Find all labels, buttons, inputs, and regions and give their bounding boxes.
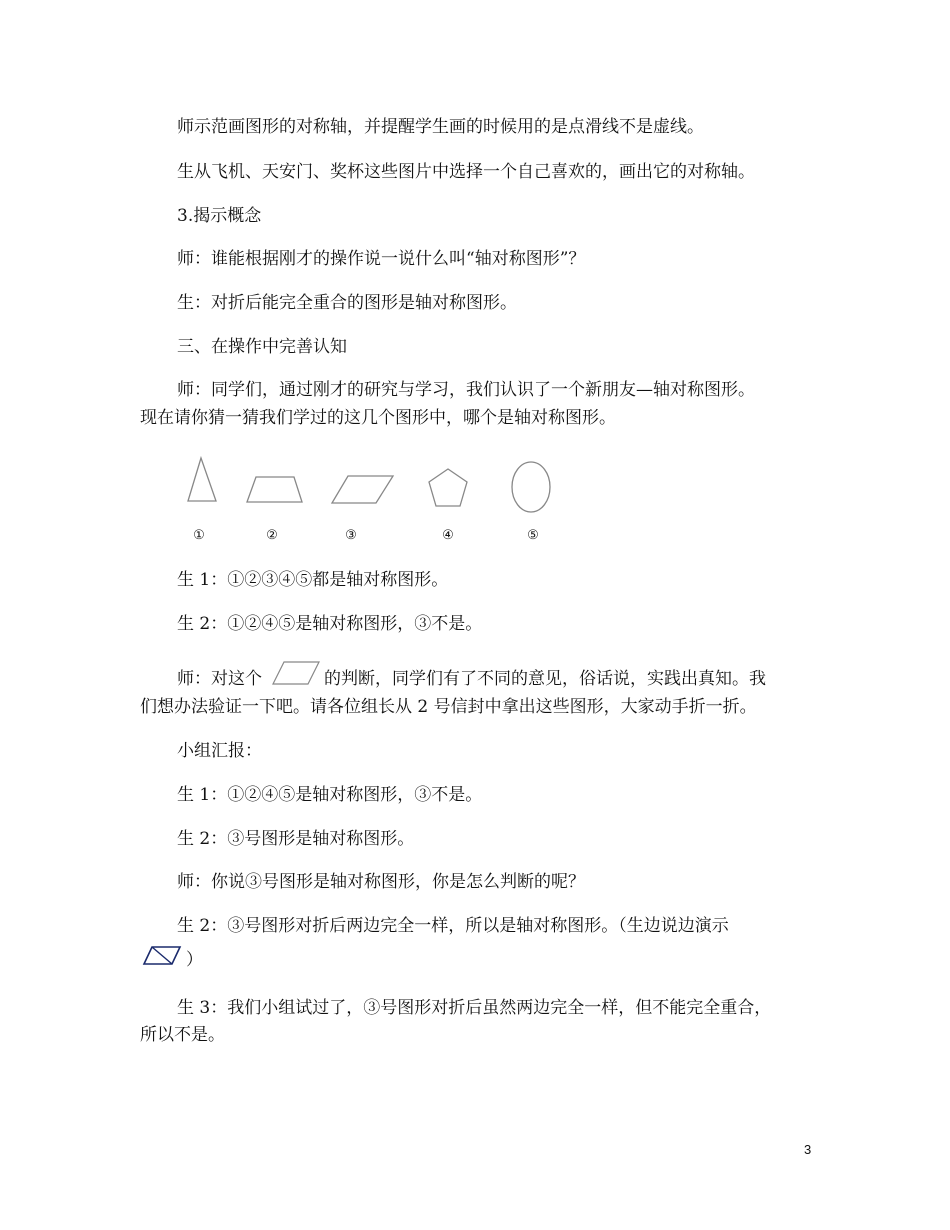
pentagon-shape bbox=[425, 466, 471, 510]
paragraph: 生 1：①②③④⑤都是轴对称图形。 bbox=[177, 570, 449, 590]
paragraph: 生 2：③号图形是轴对称图形。 bbox=[177, 829, 415, 849]
paragraph: ） bbox=[186, 950, 203, 970]
paragraph: 的判断，同学们有了不同的意见，俗话说，实践出真知。我 bbox=[324, 669, 766, 689]
paragraph: 生 1：①②④⑤是轴对称图形，③不是。 bbox=[177, 785, 483, 805]
trapezoid-shape bbox=[244, 474, 306, 506]
page-number: 3 bbox=[804, 1142, 812, 1157]
figure-label: ⑤ bbox=[527, 528, 539, 543]
folded-parallelogram-icon bbox=[142, 944, 182, 972]
paragraph: 师：同学们，通过刚才的研究与学习，我们认识了一个新朋友—轴对称图形。 bbox=[177, 380, 755, 400]
paragraph: 生 3：我们小组试过了，③号图形对折后虽然两边完全一样，但不能完全重合， bbox=[177, 998, 772, 1018]
paragraph: 生 2：③号图形对折后两边完全一样，所以是轴对称图形。（生边说边演示 bbox=[177, 916, 729, 936]
figure-label: ④ bbox=[442, 528, 454, 543]
paragraph: 生 2：①②④⑤是轴对称图形，③不是。 bbox=[177, 614, 483, 634]
triangle-shape bbox=[185, 456, 219, 504]
paragraph: 师：你说③号图形是轴对称图形，你是怎么判断的呢？ bbox=[177, 872, 585, 892]
paragraph: 生：对折后能完全重合的图形是轴对称图形。 bbox=[177, 293, 517, 313]
paragraph: 师：谁能根据刚才的操作说一说什么叫“轴对称图形”？ bbox=[177, 249, 586, 269]
paragraph: 师示范画图形的对称轴，并提醒学生画的时候用的是点滑线不是虚线。 bbox=[177, 117, 704, 137]
paragraph: 小组汇报： bbox=[177, 741, 262, 761]
parallelogram-shape bbox=[330, 473, 396, 507]
paragraph: 所以不是。 bbox=[140, 1025, 225, 1045]
figure-label: ① bbox=[193, 528, 205, 543]
parallelogram-icon bbox=[271, 660, 321, 690]
paragraph: 现在请你猜一猜我们学过的这几个图形中，哪个是轴对称图形。 bbox=[140, 408, 616, 428]
ellipse-shape bbox=[509, 459, 553, 515]
paragraph: 们想办法验证一下吧。请各位组长从 2 号信封中拿出这些图形，大家动手折一折。 bbox=[140, 697, 757, 717]
figure-label: ② bbox=[266, 528, 278, 543]
section-heading: 3.揭示概念 bbox=[177, 206, 262, 226]
figure-label: ③ bbox=[345, 528, 357, 543]
paragraph: 师：对这个 bbox=[177, 669, 262, 689]
section-heading: 三、在操作中完善认知 bbox=[177, 337, 347, 357]
paragraph: 生从飞机、天安门、奖杯这些图片中选择一个自己喜欢的，画出它的对称轴。 bbox=[177, 162, 755, 182]
